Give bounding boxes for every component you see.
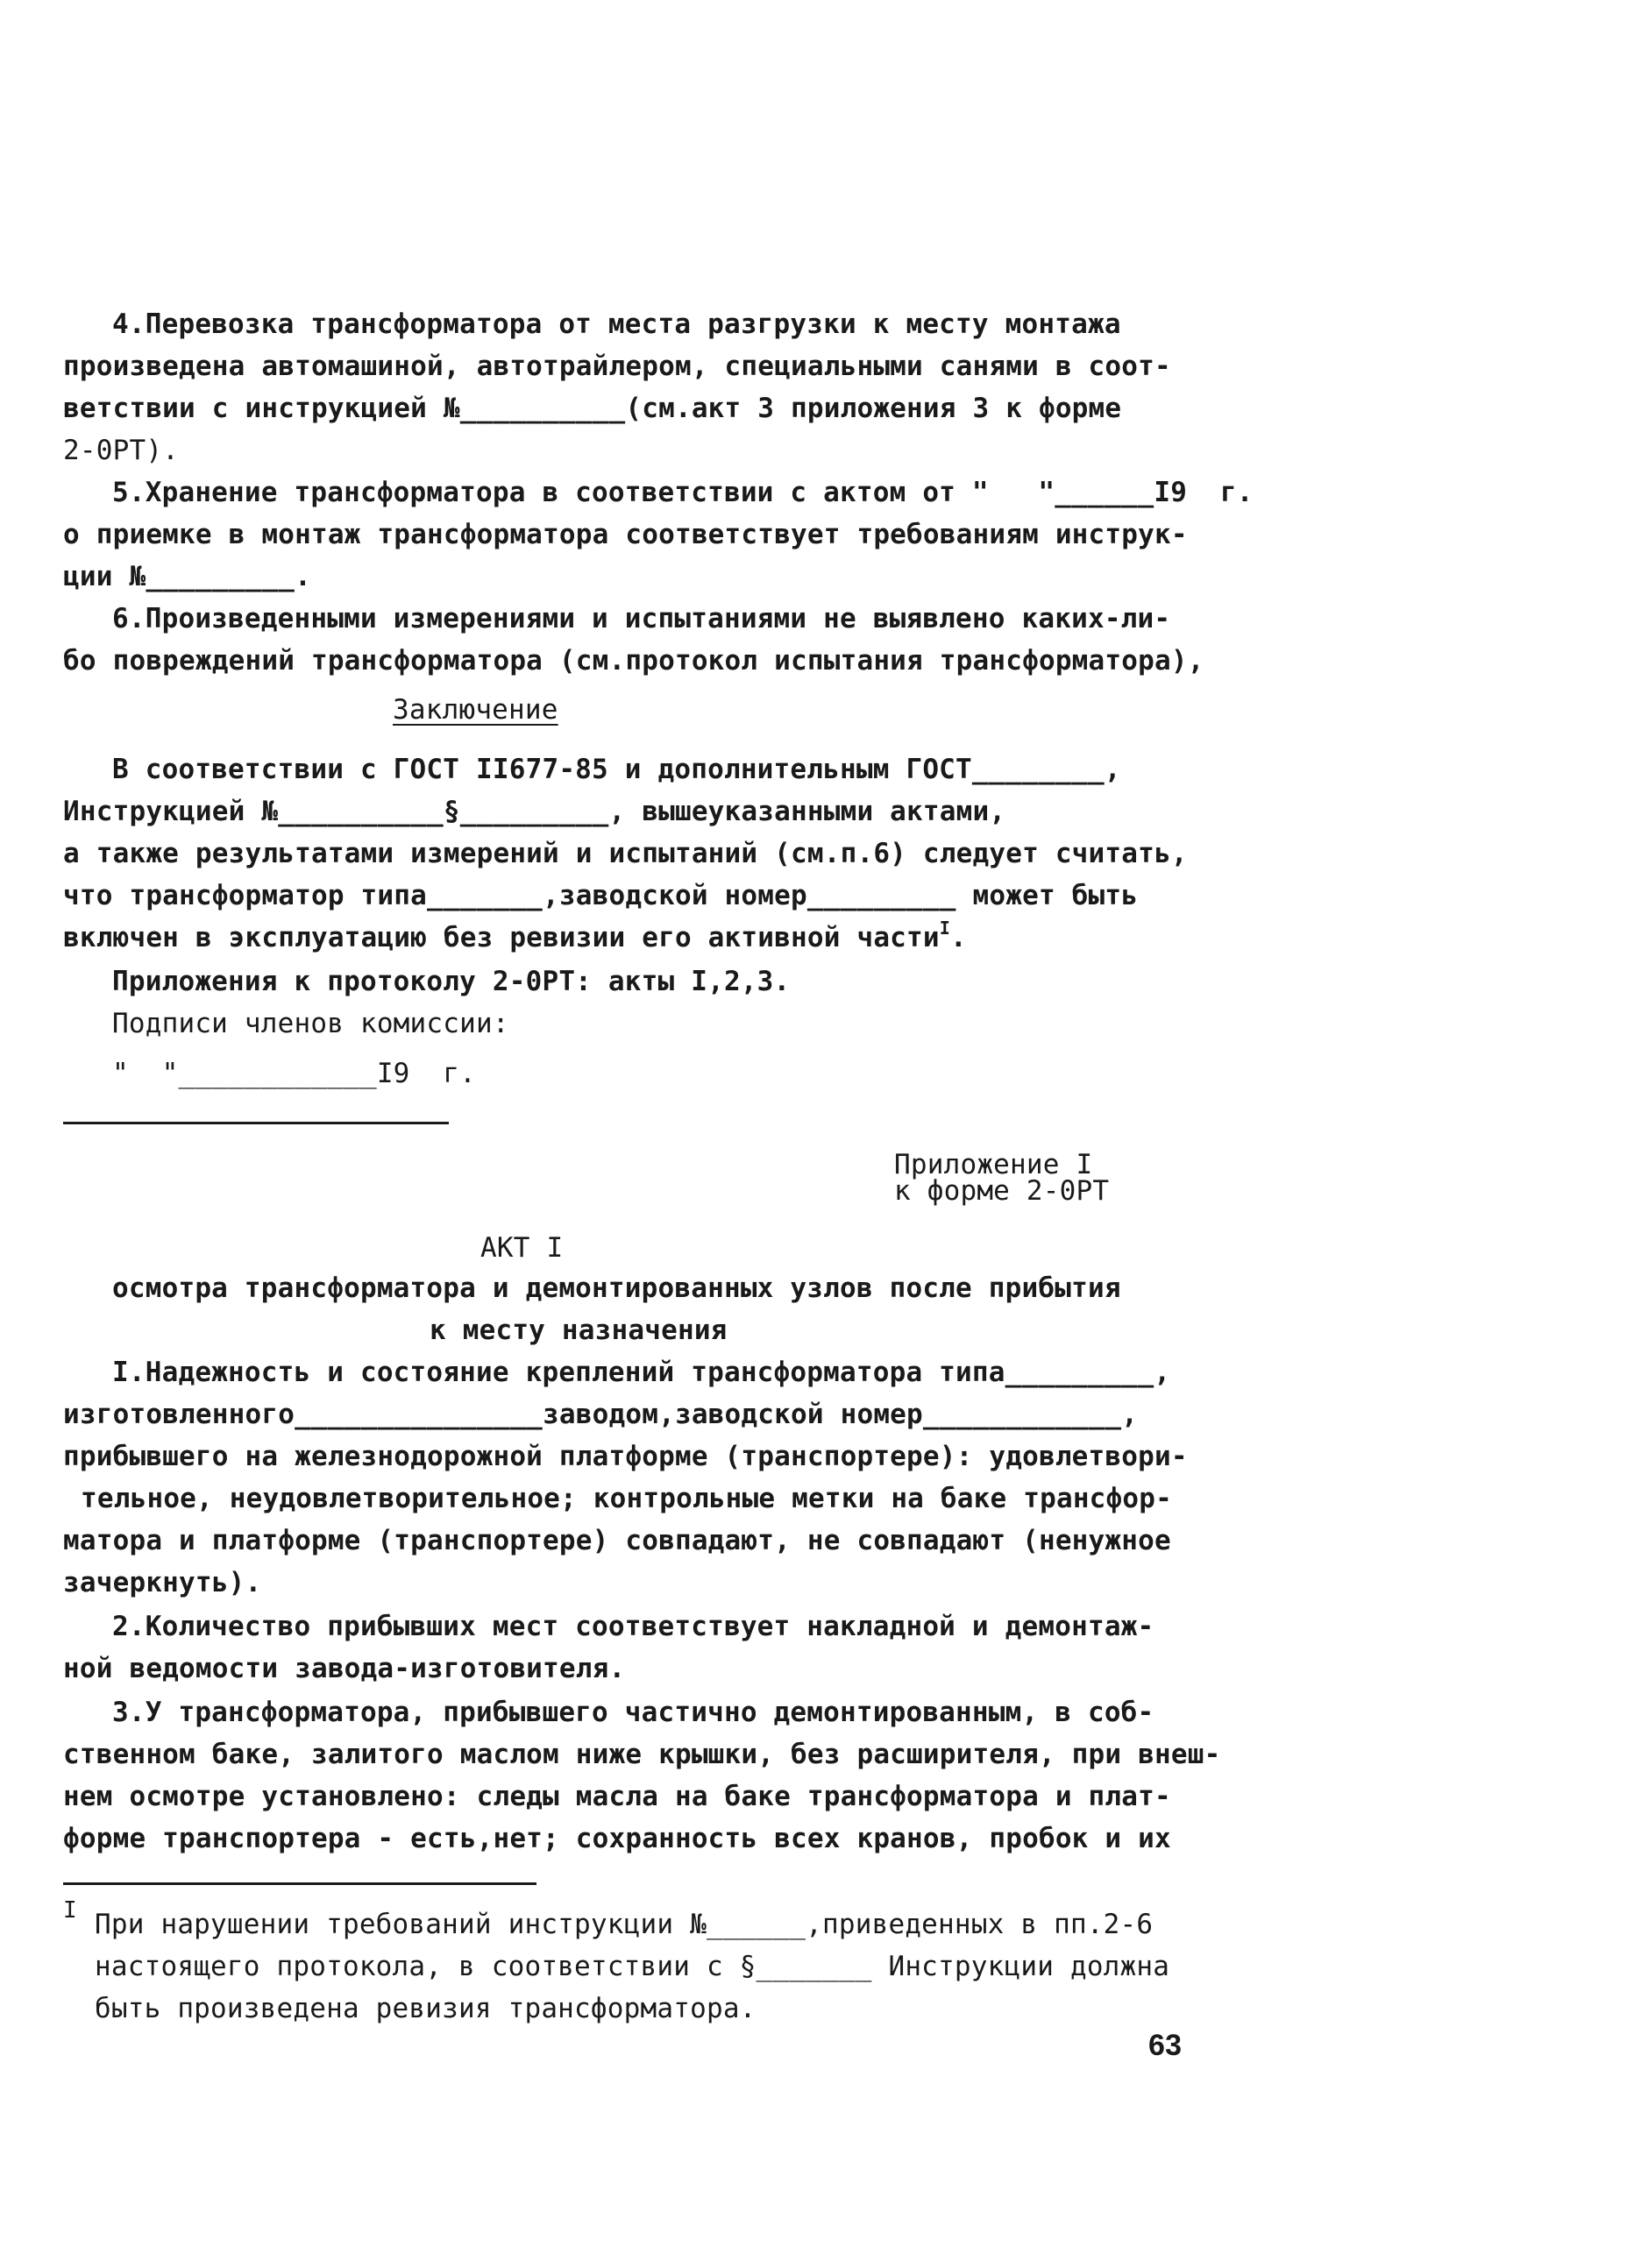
section6-line1: 6.Произведенными измерениями и испытаниями не выявлено каких-ли-	[112, 603, 1171, 634]
section4-line4: 2-0РТ).	[63, 435, 180, 466]
page-number: 63	[1148, 2029, 1183, 2062]
conclusion-line1: В соответствии с ГОСТ II677-85 и дополнительным ГОСТ________,	[112, 754, 1121, 785]
section4-line2: произведена автомашиной, автотрайлером, специальными санями в соот-	[63, 351, 1171, 382]
footnote-line1: При нарушении требований инструкции №______,приведенных в пп.2-6	[95, 1909, 1154, 1940]
attachments-line: Приложения к протоколу 2-0РТ: акты I,2,3.	[112, 966, 791, 997]
act-p3-line1: 3.У трансформатора, прибывшего частично демонтированным, в соб-	[112, 1697, 1154, 1728]
section5-line3: ции №_________.	[63, 561, 311, 592]
conclusion-line5-end: .	[950, 922, 967, 953]
section5-line2: о приемке в монтаж трансформатора соответствует требованиям инструк-	[63, 519, 1188, 550]
footnote-rule	[63, 1882, 536, 1885]
footnote-mark: I	[63, 1897, 77, 1924]
section6-line2: бо повреждений трансформатора (см.протокол испытания трансформатора),	[63, 645, 1204, 677]
footnote-line2: настоящего протокола, в соответствии с §_______ Инструкции должна	[95, 1951, 1170, 1982]
act-p3-line2: ственном баке, залитого маслом ниже крышки, без расширителя, при внеш-	[63, 1739, 1221, 1770]
date-line: " "____________I9 г.	[112, 1058, 476, 1089]
act-p1-line6: зачеркнуть).	[63, 1567, 262, 1598]
conclusion-line5-text: включен в эксплуатацию без ревизии его активной части	[63, 922, 940, 953]
act-title: АКТ I	[480, 1232, 564, 1264]
act-subtitle-line1: осмотра трансформатора и демонтированных узлов после прибытия	[112, 1272, 1121, 1304]
appendix-line1: Приложение I	[894, 1149, 1093, 1180]
signatures-label: Подписи членов комиссии:	[112, 1008, 509, 1039]
act-subtitle-line2: к месту назначения	[430, 1315, 728, 1346]
act-p3-line3: нем осмотре установлено: следы масла на баке трансформатора и плат-	[63, 1781, 1171, 1812]
act-p2-line2: ной ведомости завода-изготовителя.	[63, 1653, 626, 1684]
footnote-line3: быть произведена ревизия трансформатора.	[95, 1993, 757, 2024]
appendix-line2: к форме 2-0РТ	[894, 1175, 1110, 1207]
section4-line1: 4.Перевозка трансформатора от места разгрузки к месту монтажа	[112, 308, 1121, 340]
act-p3-line4: форме транспортера - есть,нет; сохранность всех кранов, пробок и их	[63, 1823, 1171, 1854]
act-p2-line1: 2.Количество прибывших мест соответствует накладной и демонтаж-	[112, 1611, 1154, 1642]
conclusion-line3: а также результатами измерений и испытаний (см.п.6) следует считать,	[63, 838, 1188, 869]
section4-line3: ветствии с инструкцией №__________(см.акт 3 приложения 3 к форме	[63, 393, 1122, 424]
act-p1-line4: тельное, неудовлетворительное; контрольные метки на баке трансфор-	[81, 1483, 1172, 1514]
footnote-reference: I	[939, 918, 951, 939]
act-p1-line5: матора и платформе (транспортере) совпадают, не совпадают (ненужное	[63, 1525, 1171, 1556]
section5-line1: 5.Хранение трансформатора в соответствии с актом от " "______I9 г.	[112, 477, 1254, 508]
act-p1-line3: прибывшего на железнодорожной платформе (транспортере): удовлетвори-	[63, 1441, 1188, 1472]
act-p1-line2: изготовленного_______________заводом,заводской номер____________,	[63, 1399, 1139, 1430]
conclusion-line5	[63, 920, 967, 958]
conclusion-heading: Заключение	[393, 694, 558, 726]
act-p1-line1: I.Надежность и состояние креплений трансформатора типа_________,	[112, 1357, 1171, 1388]
separator-rule	[63, 1122, 449, 1124]
conclusion-line2: Инструкцией №__________§_________, вышеуказанными актами,	[63, 796, 1006, 827]
conclusion-line4: что трансформатор типа_______,заводской номер_________ может быть	[63, 880, 1139, 911]
